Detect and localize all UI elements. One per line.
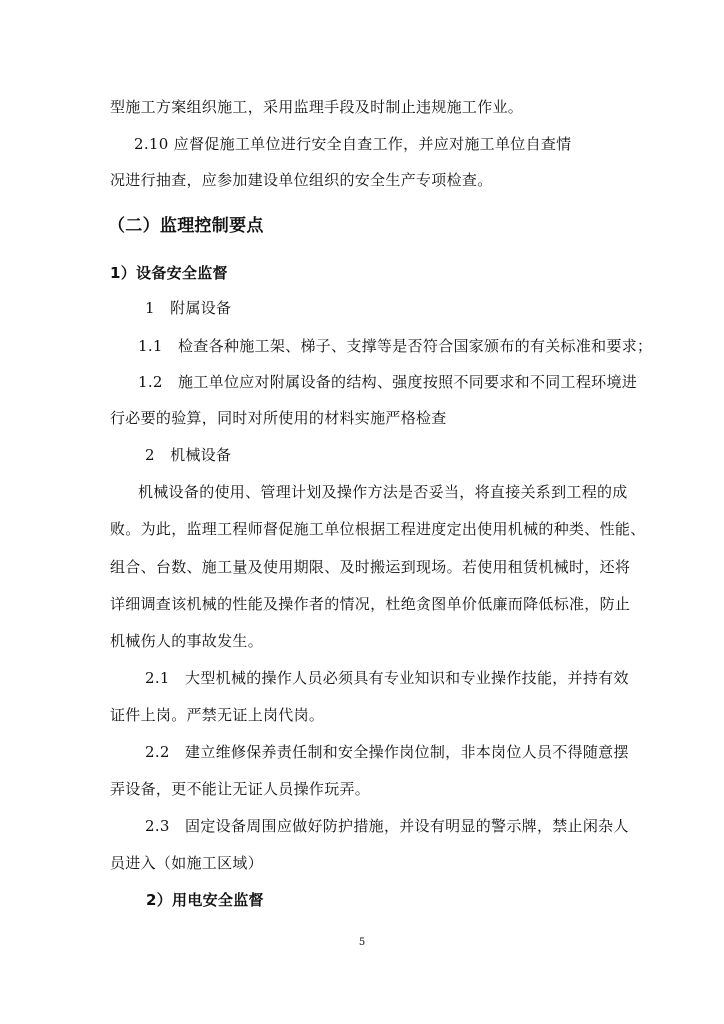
paragraph-line: 2.2 建立维修保养责任制和安全操作岗位制，非本岗位人员不得随意摆 — [145, 743, 629, 761]
subsection-heading: 2）用电安全监督 — [146, 891, 264, 909]
paragraph-line: 证件上岗。严禁无证上岗代岗。 — [110, 706, 325, 724]
paragraph-line: 2.10 应督促施工单位进行安全自查工作，并应对施工单位自查情 — [134, 135, 572, 153]
paragraph-line: 弄设备，更不能让无证人员操作玩弄。 — [110, 780, 371, 798]
paragraph-line: 2.1 大型机械的操作人员必须具有专业知识和专业操作技能，并持有效 — [145, 669, 629, 687]
page-number: 5 — [358, 937, 366, 948]
paragraph-line: 组合、台数、施工量及使用期限、及时搬运到现场。若使用租赁机械时，还将 — [110, 558, 631, 576]
paragraph-line: 败。为此，监理工程师督促施工单位根据工程进度定出使用机械的种类、性能、 — [110, 520, 646, 538]
paragraph-line: 型施工方案组织施工，采用监理手段及时制止违规施工作业。 — [110, 98, 524, 116]
paragraph-line: 2.3 固定设备周围应做好防护措施，并设有明显的警示牌，禁止闲杂人 — [145, 817, 629, 835]
paragraph-line: 机械设备的使用、管理计划及操作方法是否妥当，将直接关系到工程的成 — [138, 483, 628, 501]
paragraph-line: 1.2 施工单位应对附属设备的结构、强度按照不同要求和不同工程环境进 — [138, 373, 638, 391]
section-heading: （二）监理控制要点 — [108, 216, 264, 236]
paragraph-line: 员进入（如施工区域） — [110, 854, 264, 872]
paragraph-line: 行必要的验算，同时对所使用的材料实施严格检查 — [110, 409, 447, 427]
paragraph-line: 详细调查该机械的性能及操作者的情况，杜绝贪图单价低廉而降低标准，防止 — [110, 595, 631, 613]
paragraph-line: 1.1 检查各种施工架、梯子、支撑等是否符合国家颁布的有关标准和要求； — [138, 337, 653, 355]
paragraph-line: 况进行抽查，应参加建设单位组织的安全生产专项检查。 — [110, 171, 493, 189]
item-heading: 1 附属设备 — [145, 299, 232, 317]
subsection-heading: 1）设备安全监督 — [110, 264, 228, 282]
paragraph-line: 机械伤人的事故发生。 — [110, 632, 264, 650]
item-heading: 2 机械设备 — [145, 446, 232, 464]
